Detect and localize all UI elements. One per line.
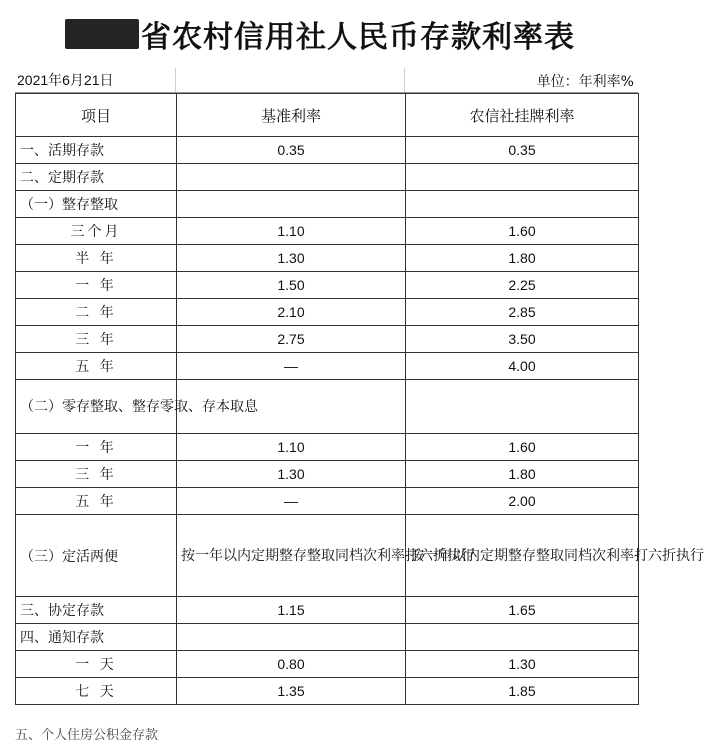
row-item: 一 年 <box>16 272 177 299</box>
base-rate <box>177 624 406 651</box>
base-rate-note: 按一年以内定期整存整取同档次利率打六折执行 <box>177 515 406 597</box>
row-item: 一 天 <box>16 651 177 678</box>
header-listed-rate: 农信社挂牌利率 <box>406 94 639 137</box>
table-row <box>16 651 639 678</box>
table-row <box>16 245 639 272</box>
row-item: 五 年 <box>16 488 177 515</box>
listed-rate <box>406 164 639 191</box>
listed-rate: 1.65 <box>406 597 639 624</box>
header-base-rate: 基准利率 <box>177 94 406 137</box>
base-rate: 1.10 <box>177 218 406 245</box>
row-item: （一）整存整取 <box>16 191 177 218</box>
base-rate: 2.10 <box>177 299 406 326</box>
base-rate: 1.15 <box>177 597 406 624</box>
table-row <box>16 488 639 515</box>
base-rate: 0.80 <box>177 651 406 678</box>
listed-rate: 2.00 <box>406 488 639 515</box>
base-rate: 1.10 <box>177 434 406 461</box>
listed-rate: 1.85 <box>406 678 639 705</box>
rate-table <box>15 93 704 705</box>
listed-rate <box>406 191 639 218</box>
base-rate: 1.30 <box>177 461 406 488</box>
row-item: （二）零存整取、整存零取、存本取息 <box>16 380 177 434</box>
partial-next-row: 五、个人住房公积金存款 <box>15 728 159 743</box>
table-row <box>16 137 639 164</box>
grid-divider <box>404 68 405 92</box>
row-item: 七 天 <box>16 678 177 705</box>
listed-rate: 1.60 <box>406 434 639 461</box>
table-row <box>16 353 639 380</box>
row-item: 半 年 <box>16 245 177 272</box>
base-rate: — <box>177 353 406 380</box>
listed-rate: 1.80 <box>406 461 639 488</box>
base-rate: 1.50 <box>177 272 406 299</box>
listed-rate: 1.30 <box>406 651 639 678</box>
row-item: 一、活期存款 <box>16 137 177 164</box>
listed-rate <box>406 380 639 434</box>
header-row <box>16 94 639 137</box>
redacted-province-mask <box>65 19 139 49</box>
meta-row <box>15 68 638 93</box>
table-row <box>16 164 639 191</box>
base-rate: — <box>177 488 406 515</box>
base-rate: 2.75 <box>177 326 406 353</box>
grid-divider <box>175 68 176 92</box>
table-row <box>16 624 639 651</box>
table-row <box>16 218 639 245</box>
table-row <box>16 299 639 326</box>
table-row <box>16 515 639 597</box>
row-item: 二 年 <box>16 299 177 326</box>
table-row <box>16 272 639 299</box>
row-item: 二、定期存款 <box>16 164 177 191</box>
listed-rate: 1.80 <box>406 245 639 272</box>
row-item: （三）定活两便 <box>16 515 177 597</box>
row-item: 五 年 <box>16 353 177 380</box>
listed-rate: 2.85 <box>406 299 639 326</box>
row-item: 三、协定存款 <box>16 597 177 624</box>
table-row <box>16 678 639 705</box>
row-item: 三 年 <box>16 461 177 488</box>
table-row <box>16 326 639 353</box>
listed-rate: 4.00 <box>406 353 639 380</box>
page-title: 省农村信用社人民币存款利率表 <box>141 20 575 55</box>
listed-rate <box>406 624 639 651</box>
listed-rate: 2.25 <box>406 272 639 299</box>
listed-rate-note: 按一年以内定期整存整取同档次利率打六折执行 <box>406 515 639 597</box>
base-rate <box>177 164 406 191</box>
row-item: 三个月 <box>16 218 177 245</box>
table-row <box>16 191 639 218</box>
title-row <box>0 0 640 68</box>
table-row <box>16 461 639 488</box>
row-item: 四、通知存款 <box>16 624 177 651</box>
listed-rate: 1.60 <box>406 218 639 245</box>
table-row <box>16 434 639 461</box>
base-rate: 1.35 <box>177 678 406 705</box>
table-row <box>16 597 639 624</box>
listed-rate: 3.50 <box>406 326 639 353</box>
base-rate <box>177 191 406 218</box>
listed-rate: 0.35 <box>406 137 639 164</box>
row-item: 三 年 <box>16 326 177 353</box>
unit-label: 单位：年利率% <box>536 74 634 90</box>
base-rate: 0.35 <box>177 137 406 164</box>
base-rate: 1.30 <box>177 245 406 272</box>
row-item: 一 年 <box>16 434 177 461</box>
effective-date: 2021年6月21日 <box>17 72 114 88</box>
header-item: 项目 <box>16 94 177 137</box>
table-row <box>16 380 639 434</box>
